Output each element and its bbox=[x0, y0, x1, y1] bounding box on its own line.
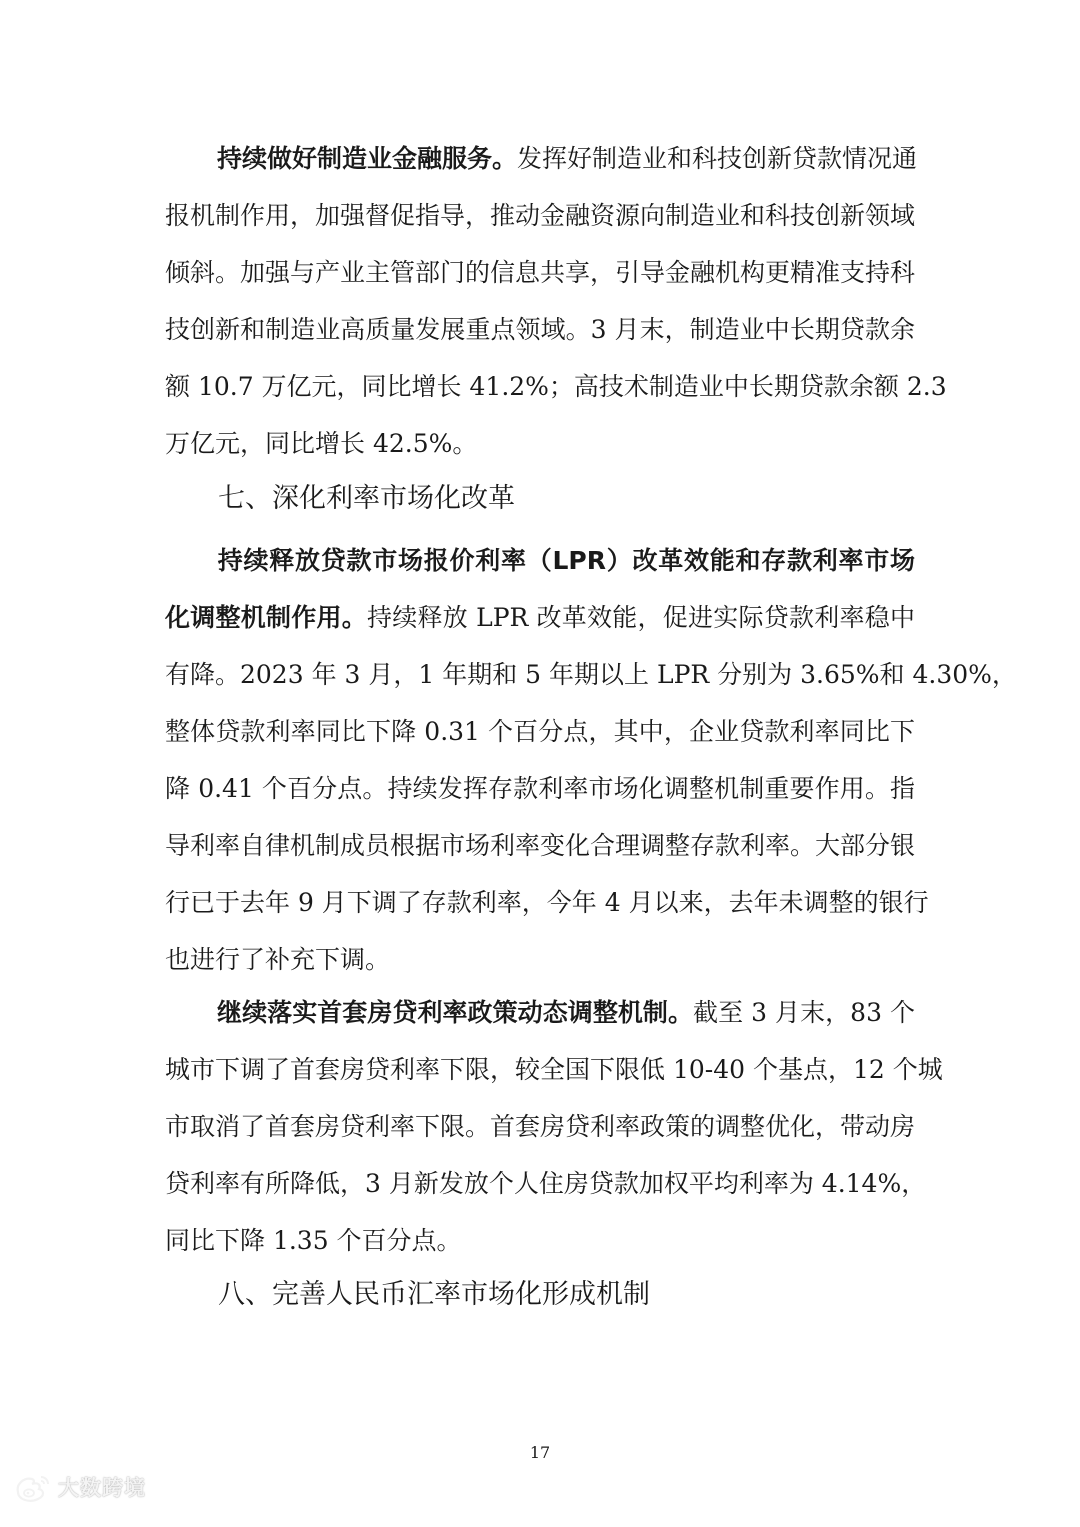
paragraph-lead-bold: 持续做好制造业金融服务。 bbox=[217, 144, 518, 173]
section-heading-8: 八、完善人民币汇率市场化形成机制 bbox=[218, 1279, 650, 1310]
paragraph-line: 同比下降 1.35 个百分点。 bbox=[165, 1226, 462, 1255]
paragraph-lead-bold: 继续落实首套房贷利率政策动态调整机制。 bbox=[217, 998, 694, 1027]
paragraph-text: 发挥好制造业和科技创新贷款情况通 bbox=[517, 144, 918, 173]
paragraph-line: 行已于去年 9 月下调了存款利率，今年 4 月以来，去年未调整的银行 bbox=[165, 888, 929, 917]
paragraph-line bbox=[165, 589, 915, 646]
paragraph-lead-bold: 化调整机制作用。 bbox=[165, 603, 367, 632]
paragraph-line: 市取消了首套房贷利率下限。首套房贷利率政策的调整优化，带动房 bbox=[165, 1112, 916, 1141]
watermark bbox=[12, 1470, 146, 1504]
section-heading-7: 七、深化利率市场化改革 bbox=[218, 483, 515, 514]
paragraph-line bbox=[165, 984, 915, 1041]
paragraph-text: 持续释放 LPR 改革效能，促进实际贷款利率稳中 bbox=[366, 603, 915, 632]
paragraph-line: 城市下调了首套房贷利率下限，较全国下限低 10-40 个基点，12 个城 bbox=[165, 1055, 943, 1084]
paragraph-line: 有降。2023 年 3 月，1 年期和 5 年期以上 LPR 分别为 3.65%和 4.30%， bbox=[165, 660, 1017, 689]
paragraph-line: 倾斜。加强与产业主管部门的信息共享，引导金融机构更精准支持科 bbox=[165, 258, 916, 287]
paragraph-line bbox=[165, 532, 915, 589]
paragraph-line: 降 0.41 个百分点。持续发挥存款利率市场化调整机制重要作用。指 bbox=[165, 774, 915, 803]
paragraph-interest-rate-reform bbox=[165, 532, 1017, 988]
paragraph-text: 截至 3 月末，83 个 bbox=[693, 998, 915, 1027]
paragraph-line bbox=[165, 130, 918, 187]
page-number: 17 bbox=[529, 1443, 551, 1462]
paragraph-manufacturing-finance bbox=[165, 130, 947, 472]
paragraph-line: 万亿元，同比增长 42.5%。 bbox=[165, 429, 478, 458]
weibo-logo-icon bbox=[12, 1472, 52, 1502]
paragraph-mortgage-rate bbox=[165, 984, 943, 1269]
paragraph-line: 也进行了补充下调。 bbox=[165, 945, 391, 974]
paragraph-lead-bold: 持续释放贷款市场报价利率（LPR）改革效能和存款利率市场 bbox=[217, 546, 915, 575]
paragraph-line: 额 10.7 万亿元，同比增长 41.2%；高技术制造业中长期贷款余额 2.3 bbox=[165, 372, 947, 401]
paragraph-line: 技创新和制造业高质量发展重点领域。3 月末，制造业中长期贷款余 bbox=[165, 315, 915, 344]
paragraph-line: 报机制作用，加强督促指导，推动金融资源向制造业和科技创新领域 bbox=[165, 201, 916, 230]
watermark-text: 大数跨境 bbox=[58, 1476, 146, 1500]
paragraph-line: 导利率自律机制成员根据市场利率变化合理调整存款利率。大部分银 bbox=[165, 831, 916, 860]
paragraph-line: 整体贷款利率同比下降 0.31 个百分点，其中，企业贷款利率同比下 bbox=[165, 717, 915, 746]
paragraph-line: 贷利率有所降低，3 月新发放个人住房贷款加权平均利率为 4.14%， bbox=[165, 1169, 927, 1198]
